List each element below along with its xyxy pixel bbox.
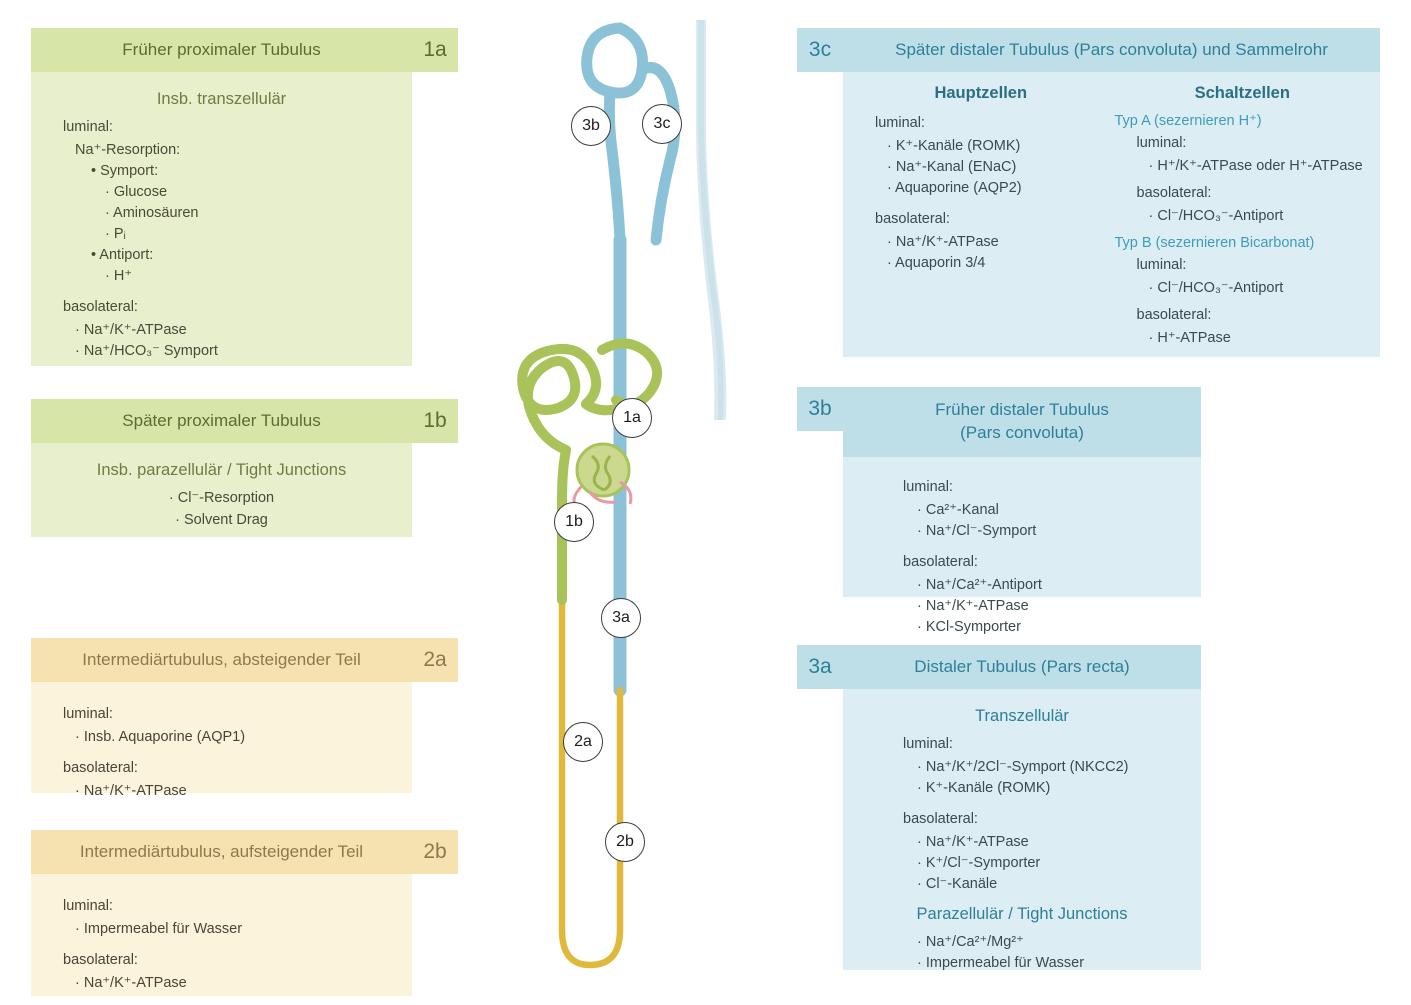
- list-item: · Na⁺/K⁺-ATPase: [75, 322, 187, 339]
- panel-3a-body: [843, 689, 1201, 970]
- group-title: basolateral:: [1136, 307, 1212, 324]
- list-item: • Antiport:: [91, 247, 154, 264]
- column-heading: Hauptzellen: [934, 84, 1028, 102]
- marker-1b: 1b: [554, 502, 594, 542]
- list-item: · Glucose: [105, 184, 168, 201]
- list-item: · Na⁺/Ca²⁺-Antiport: [917, 576, 1042, 593]
- list-item: · Aminosäuren: [105, 205, 199, 222]
- list-item: · Na⁺/K⁺-ATPase: [75, 975, 187, 992]
- group-title: luminal:: [63, 706, 113, 722]
- list-item: · H⁺/K⁺-ATPase oder H⁺-ATPase: [1148, 158, 1363, 175]
- panel-2a-title: Intermediärtubulus, absteigender Teil: [31, 638, 412, 682]
- list-item: · Pᵢ: [105, 226, 126, 243]
- panel-3c-column-schaltzellen: [1115, 80, 1371, 349]
- panel-3a-title: Distaler Tubulus (Pars recta): [843, 645, 1201, 689]
- panel-1a-group-basolateral: [41, 297, 402, 362]
- group-title: basolateral:: [903, 553, 978, 570]
- column-heading: Schaltzellen: [1194, 84, 1290, 102]
- marker-3b: 3b: [571, 106, 611, 146]
- panel-2a: [31, 638, 447, 800]
- list-item: • Symport:: [91, 163, 159, 180]
- typ-b-block: [1115, 235, 1371, 349]
- list-item: · Na⁺/Ca²⁺/Mg²⁺: [917, 934, 1024, 951]
- panel-3a-subhead-transzellulaer: Transzellulär: [975, 707, 1069, 725]
- list-item: · Na⁺/K⁺-ATPase: [917, 597, 1029, 614]
- panel-2b-group-luminal: [41, 896, 402, 940]
- panel-1b-subhead: Insb. parazellulär / Tight Junctions: [96, 461, 347, 479]
- panel-1b-body: [31, 443, 412, 537]
- group-basolateral: [853, 209, 1109, 274]
- group-title: basolateral:: [63, 952, 138, 969]
- panel-2b-body: [31, 874, 412, 996]
- panel-1a: [31, 28, 447, 366]
- list-item: · Na⁺/K⁺-ATPase: [75, 783, 187, 800]
- list-item: · K⁺-Kanäle (ROMK): [917, 780, 1051, 797]
- panel-3a-tag: 3a: [797, 645, 843, 689]
- list-item: · K⁺/Cl⁻-Symporter: [917, 855, 1041, 872]
- group-luminal: [853, 113, 1109, 199]
- group-basolateral: [853, 809, 1191, 895]
- marker-3a: 3a: [601, 598, 641, 638]
- group-title: luminal:: [1136, 257, 1187, 274]
- list-item: · Na⁺/Cl⁻-Symport: [917, 522, 1037, 539]
- list-item: · Impermeabel für Wasser: [917, 955, 1085, 972]
- list-item: Na⁺-Resorption:: [75, 142, 181, 159]
- panel-2a-group-basolateral: [41, 758, 402, 802]
- panel-1b-tag: 1b: [412, 399, 458, 443]
- marker-2b: 2b: [605, 822, 645, 862]
- list-item: · Na⁺/K⁺-ATPase: [887, 234, 999, 251]
- list-item: · H⁺: [105, 268, 132, 285]
- panel-1a-subhead: Insb. transzellulär: [156, 90, 287, 108]
- panel-3b: [808, 387, 1201, 635]
- group-title: luminal:: [1136, 135, 1187, 151]
- list-item: · Na⁺/HCO₃⁻ Symport: [75, 343, 218, 360]
- panel-3c: [808, 28, 1380, 357]
- panel-2a-body: [31, 682, 412, 800]
- panel-3a-subhead-parazellulaer: Parazellulär / Tight Junctions: [916, 905, 1128, 924]
- group-title: basolateral:: [875, 211, 950, 228]
- panel-3c-tag: 3c: [797, 28, 843, 72]
- panel-3b-tag: 3b: [797, 387, 843, 431]
- group-title: basolateral:: [903, 811, 978, 828]
- list-item: · Ca²⁺-Kanal: [917, 501, 999, 518]
- panel-2b-group-basolateral: [41, 950, 402, 994]
- panel-2b-tag: 2b: [412, 830, 458, 874]
- group-title: luminal:: [875, 115, 925, 131]
- list-item: · Cl⁻-Resorption: [168, 490, 275, 506]
- group-title: basolateral:: [1136, 185, 1212, 202]
- list-item: · Solvent Drag: [175, 511, 268, 528]
- list-item: · KCl-Symporter: [917, 618, 1021, 635]
- list-item: · Na⁺-Kanal (ENaC): [887, 159, 1017, 176]
- panel-1a-title: Früher proximaler Tubulus: [31, 28, 412, 72]
- panel-3c-body: [843, 72, 1380, 357]
- group-title: basolateral:: [63, 299, 138, 316]
- panel-3c-column-hauptzellen: [853, 80, 1109, 349]
- list-item: · Aquaporin 3/4: [887, 255, 986, 272]
- panel-2b: [31, 830, 447, 996]
- panel-3b-title-line1: Früher distaler Tubulus: [935, 400, 1109, 419]
- list-item: · Na⁺/K⁺/2Cl⁻-Symport (NKCC2): [917, 759, 1129, 776]
- group-title: luminal:: [903, 478, 953, 495]
- group-basolateral: [853, 552, 1191, 638]
- panel-2b-title: Intermediärtubulus, aufsteigender Teil: [31, 830, 412, 874]
- list-item: · Cl⁻-Kanäle: [917, 876, 998, 893]
- panel-3c-title: Später distaler Tubulus (Pars convoluta) und Sammelrohr: [843, 28, 1380, 72]
- group-title: luminal:: [63, 119, 113, 135]
- panel-3b-title: [843, 387, 1201, 457]
- nephron-diagram: [470, 0, 800, 1000]
- typ-a-block: [1115, 113, 1371, 227]
- list-item: · K⁺-Kanäle (ROMK): [887, 138, 1021, 155]
- typ-a-label: Typ A (sezernieren H⁺): [1114, 113, 1262, 129]
- panel-1b-title: Später proximaler Tubulus: [31, 399, 412, 443]
- panel-1a-body: [31, 72, 412, 366]
- panel-3b-body: [843, 457, 1201, 635]
- panel-2a-tag: 2a: [412, 638, 458, 682]
- distal-convoluted-loop: [587, 28, 643, 93]
- group-title: luminal:: [903, 736, 953, 752]
- group-luminal: [853, 477, 1191, 542]
- list-item: · Na⁺/K⁺-ATPase: [917, 834, 1029, 851]
- list-item: · Aquaporine (AQP2): [887, 180, 1022, 197]
- list-item: · Impermeabel für Wasser: [75, 921, 243, 938]
- marker-2a: 2a: [563, 722, 603, 762]
- marker-3c: 3c: [642, 104, 682, 144]
- thin-limb: [562, 600, 620, 965]
- list-item: · Insb. Aquaporine (AQP1): [75, 729, 246, 746]
- panel-2a-group-luminal: [41, 704, 402, 748]
- list-item: · Cl⁻/HCO₃⁻-Antiport: [1148, 208, 1284, 225]
- panel-1a-group-luminal: [41, 117, 402, 287]
- group-title: basolateral:: [63, 760, 138, 777]
- list-item: · Cl⁻/HCO₃⁻-Antiport: [1148, 280, 1284, 297]
- typ-b-label: Typ B (sezernieren Bicarbonat): [1114, 235, 1315, 252]
- group-luminal: [853, 734, 1191, 799]
- panel-3a: [808, 645, 1201, 972]
- panel-1a-tag: 1a: [412, 28, 458, 72]
- panel-3b-title-line2: (Pars convoluta): [960, 422, 1084, 442]
- panel-1b: [31, 399, 447, 537]
- group-title: luminal:: [63, 898, 113, 914]
- marker-1a: 1a: [612, 398, 652, 438]
- group-parazellulaer: [853, 932, 1191, 974]
- list-item: · H⁺-ATPase: [1148, 330, 1231, 347]
